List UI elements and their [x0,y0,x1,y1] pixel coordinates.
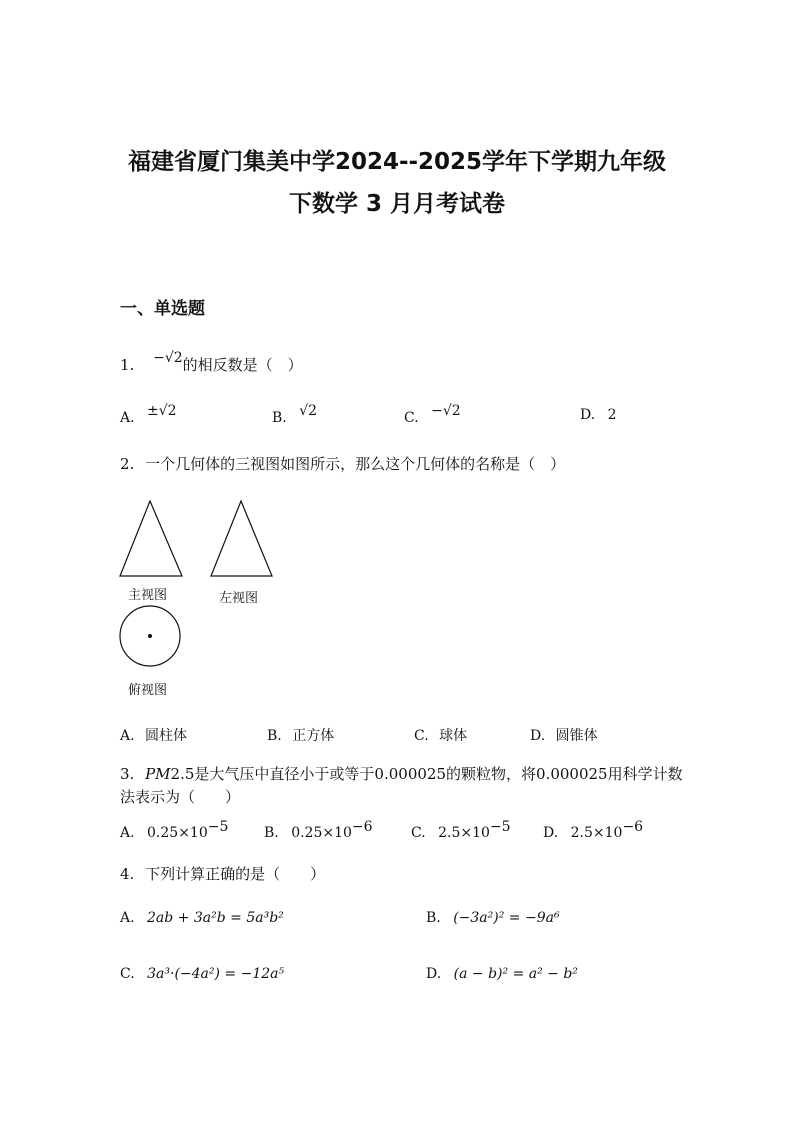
question-number: 4. [120,865,135,883]
front-view-label: 主视图 [128,588,168,603]
option-label: B. [264,825,279,841]
left-view-triangle [211,501,272,576]
option-label: B. [267,728,282,744]
option-text: ±√2 [147,403,177,419]
option-label: C. [414,728,429,744]
option-base: 0.25×10 [147,825,208,841]
option-text: −√2 [431,403,461,419]
option-label: C. [411,825,426,841]
option-text: 正方体 [292,728,335,744]
option-a [120,910,284,926]
section-heading: 一、单选题 [120,299,205,319]
option-label: D. [530,728,546,744]
option-label: D. [580,407,596,423]
option-label: A. [120,410,135,426]
question-4 [120,863,325,884]
exam-title-line2: 下数学 3 月月考试卷 [288,191,506,217]
option-text: 圆锥体 [555,728,598,744]
question-3-line2: 法表示为（ ） [120,788,241,806]
question-stem: 下列计算正确的是（ ） [145,865,326,883]
question-stem: 用科学计数 [607,765,683,783]
pm-value: 2.5 [170,765,195,783]
question-stem: 的相反数是（ ） [182,356,303,374]
question-stem: 是大气压中直径小于或等于 [194,765,375,783]
option-exponent: −5 [489,819,511,835]
option-c [120,966,284,982]
top-view-label: 俯视图 [128,683,168,698]
option-label: A. [120,825,135,841]
option-d [426,966,578,982]
option-a [120,725,187,745]
exam-title-line1: 福建省厦门集美中学2024--2025学年下学期九年级 [127,149,667,175]
option-d [543,819,644,841]
option-label: D. [543,825,559,841]
option-text: 2ab + 3a²b = 5a³b² [147,910,284,926]
question-number: 1. [120,356,135,374]
option-text: √2 [299,403,318,419]
option-label: B. [272,410,287,426]
option-exponent: −5 [207,819,229,835]
number-value: 0.000025 [536,765,608,783]
question-number: 3. [120,765,135,783]
option-text: (a − b)² = a² − b² [453,966,578,982]
left-view-label: 左视图 [219,591,259,606]
question-stem: 的颗粒物，将 [446,765,537,783]
math-expression: −√2 [153,350,183,366]
question-3 [120,763,683,784]
option-base: 2.5×10 [438,825,490,841]
option-c [411,819,511,841]
option-text: 2 [607,407,617,423]
pm-symbol: PM [145,765,171,783]
option-base: 2.5×10 [570,825,623,841]
option-exponent: −6 [351,819,373,835]
option-text: 球体 [439,728,468,744]
option-c [414,725,467,745]
number-value: 0.000025 [374,765,446,783]
option-a [120,819,229,841]
question-stem: 一个几何体的三视图如图所示，那么这个几何体的名称是（ ） [145,455,566,473]
option-b [267,725,334,745]
option-exponent: −6 [622,819,644,835]
option-label: C. [120,966,135,982]
option-b [264,819,373,841]
option-text: (−3a²)² = −9a⁶ [453,910,560,926]
top-view-center-dot [148,634,152,638]
front-view-triangle [120,501,182,576]
option-text: 3a³·(−4a²) = −12a⁵ [147,966,285,982]
option-b [426,910,560,926]
option-d [530,725,598,745]
option-base: 0.25×10 [291,825,352,841]
option-label: A. [120,910,135,926]
option-label: D. [426,966,442,982]
option-label: A. [120,728,135,744]
option-label: B. [426,910,441,926]
question-number: 2. [120,455,135,473]
option-label: C. [404,410,419,426]
option-text: 圆柱体 [145,728,188,744]
